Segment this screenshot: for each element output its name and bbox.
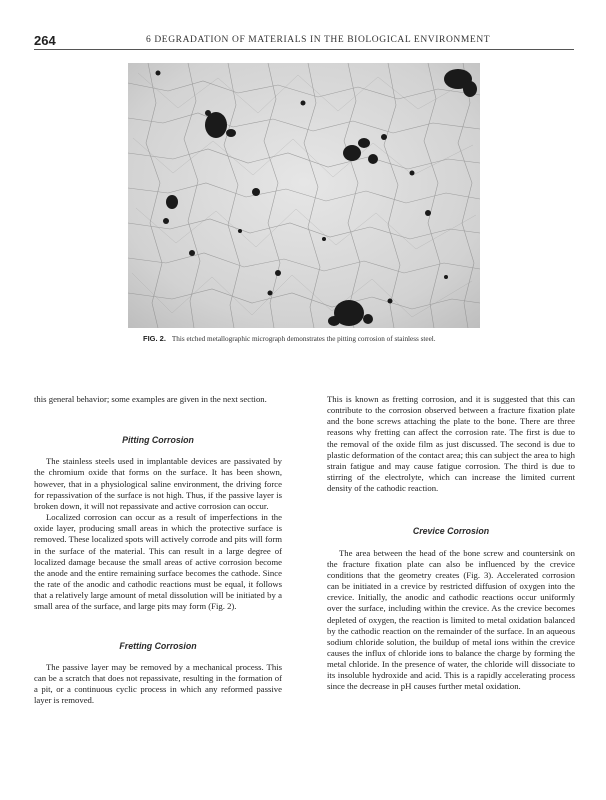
pitting-paragraph-1: The stainless steels used in implantable devices are passivated by the chromium oxide that forms on the surface. It has been shown, however, that in a physiological saline environment, the driving force for repassivation of the surface is not high. Thus, if the passive layer is broken down, it will not repassivate and active corrosion can occur. [34, 456, 282, 511]
fretting-paragraph-2: This is known as fretting corrosion, and it is suggested that this can contribute to the corrosion observed between a fracture fixation plate and the bone screws attaching the plate to the bone. There are three reasons why fretting can affect the corrosion rate. The first is due to the removal of the oxide film as just discussed. The second is due to plastic deformation of the contact area; this can subject the area to high strain fatigue and may cause fatigue corrosion. The third is due to stirring of the electrolyte, which can increase the limited current density of the cathodic reaction. [327, 394, 575, 494]
crevice-corrosion-heading: Crevice Corrosion [412, 526, 490, 537]
left-column [34, 394, 282, 706]
page-header [34, 33, 574, 50]
pitting-corrosion-heading: Pitting Corrosion [122, 435, 194, 446]
right-column [327, 394, 575, 693]
micrograph-figure [128, 63, 480, 328]
fretting-paragraph-1: The passive layer may be removed by a mechanical process. This can be a scratch that does not repassivate, resulting in the formation of a pit, or a continuous cyclic process in which any reformed passive layer is removed. [34, 661, 282, 706]
micrograph-image [128, 63, 480, 328]
fretting-corrosion-heading: Fretting Corrosion [119, 640, 197, 651]
page-number: 264 [34, 33, 56, 48]
figure-caption-text: This etched metallographic micrograph demonstrates the pitting corrosion of stainless steel. [171, 335, 436, 343]
pitting-paragraph-2: Localized corrosion can occur as a result of imperfections in the oxide layer, producing small areas in which the protective surface is removed. These localized spots will actively corrode and pits will form in the surface of the material. This can result in a large degree of localized damage because the small areas of active corrosion become the anode and the entire remaining surface becomes the cathode. Since the rate of the anodic and cathodic reactions must be equal, it follows that a relatively large amount of metal dissolution will be initiated by a small area of the surface, and large pits may form (Fig. 2). [34, 512, 282, 612]
running-head: 6 DEGRADATION OF MATERIALS IN THE BIOLOGICAL ENVIRONMENT [146, 35, 491, 45]
crevice-paragraph-1: The area between the head of the bone screw and countersink on the fracture fixation plate can also be influenced by the crevice conditions that the geometry creates (Fig. 3). Accelerated corrosion can be initiated in a crevice by restricted diffusion of oxygen into the crevice. Initially, the anodic and cathodic reactions occur uniformly over the surface, including within the crevice. As the crevice becomes depleted of oxygen, the reaction is limited to metal oxidation balanced by the cathodic reaction on the remainder of the surface. In an aqueous sodium chloride solution, the buildup of metal ions within the crevice causes the influx of chloride ions to balance the charge by forming the metal chloride. In the presence of water, the chloride will dissociate to its insoluble hydroxide and acid. This is a rapidly accelerating process since the decrease in pH causes further metal oxidation. [327, 547, 575, 692]
figure-label: FIG. 2. [143, 334, 166, 343]
intro-paragraph: this general behavior; some examples are given in the next section. [34, 394, 267, 404]
figure-caption [143, 334, 583, 343]
